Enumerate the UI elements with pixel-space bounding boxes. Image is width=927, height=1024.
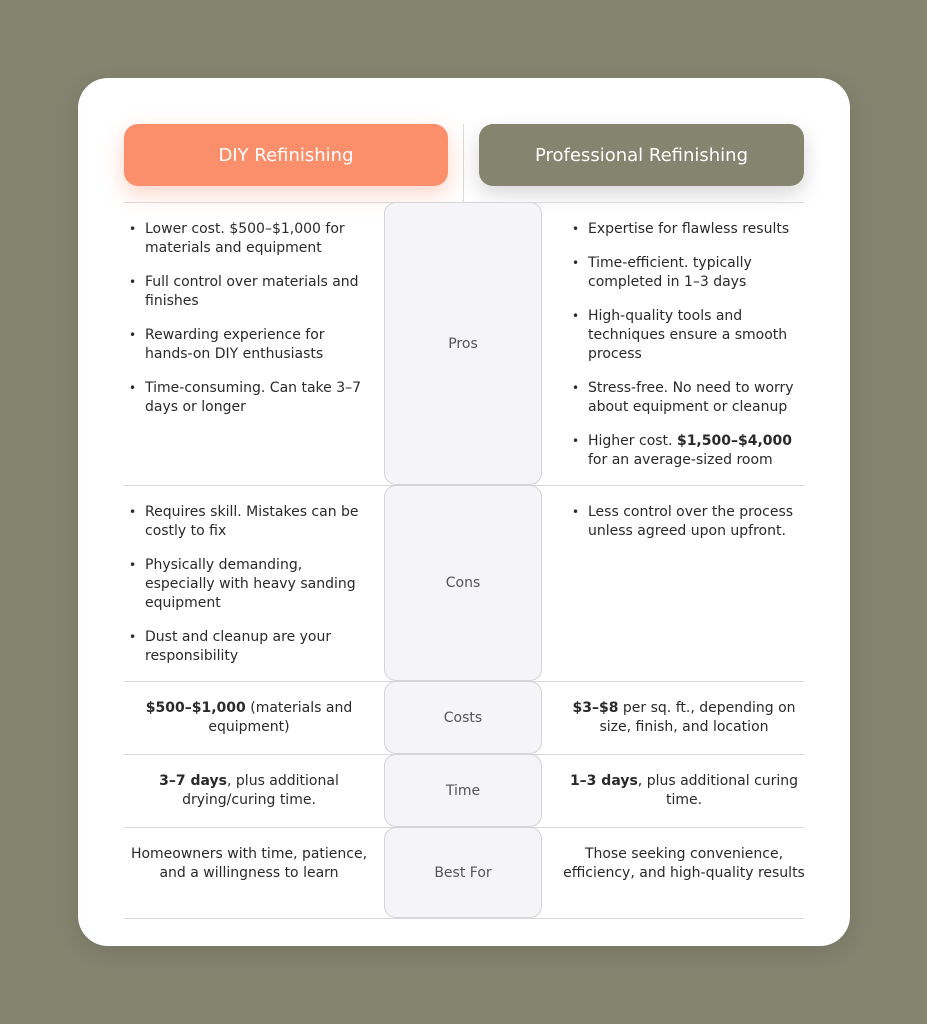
list-item: [567, 432, 807, 470]
row-label-cons: Cons: [384, 485, 542, 681]
diy-time-value: 3–7 days: [159, 773, 228, 789]
header-divider: [463, 124, 464, 202]
list-item: • Expertise for flawless results: [567, 220, 807, 239]
list-item: • High-quality tools and techniques ensure a smooth process: [567, 307, 807, 364]
diy-header: DIY Refinishing: [124, 124, 448, 186]
list-item: • Time-consuming. Can take 3–7 days or longer: [124, 379, 369, 417]
list-item: • Dust and cleanup are your responsibility: [124, 628, 369, 666]
pro-costs-value: $3–$8: [572, 700, 619, 716]
row-label-costs: Costs: [384, 681, 542, 754]
list-item-suffix: for an average-sized room: [588, 452, 773, 468]
list-item: • Rewarding experience for hands-on DIY enthusiasts: [124, 326, 369, 364]
pro-costs-text: per sq. ft., depending on size, finish, and location: [599, 700, 796, 735]
diy-time-cell: [124, 772, 374, 810]
diy-best-for-cell: Homeowners with time, patience, and a willingness to learn: [130, 846, 368, 881]
list-item: • Stress-free. No need to worry about equipment or cleanup: [567, 379, 807, 417]
pro-time-value: 1–3 days: [569, 773, 638, 789]
list-item-prefix: Higher cost.: [588, 433, 677, 449]
pro-header: Professional Refinishing: [479, 124, 804, 186]
diy-time-text: , plus additional drying/curing time.: [182, 773, 339, 808]
row-label-pros: Pros: [384, 202, 542, 485]
list-item: • Time-efficient. typically completed in 1–3 days: [567, 254, 807, 292]
diy-costs-value: $500–$1,000: [145, 700, 246, 716]
row-divider: [124, 918, 804, 919]
diy-costs-cell: [124, 699, 374, 737]
pro-pros-list: [567, 220, 807, 485]
pro-time-text: , plus additional curing time.: [637, 773, 799, 808]
pro-costs-cell: [555, 699, 813, 737]
list-item: • Lower cost. $500–$1,000 for materials and equipment: [124, 220, 369, 258]
diy-costs-text: (materials and equipment): [208, 700, 353, 735]
row-label-best-for: Best For: [384, 827, 542, 918]
row-label-time: Time: [384, 754, 542, 827]
pro-time-cell: [555, 772, 813, 810]
diy-cons-list: [124, 503, 369, 681]
diy-pros-list: [124, 220, 369, 432]
list-item: • Requires skill. Mistakes can be costly to fix: [124, 503, 369, 541]
list-item: • Less control over the process unless agreed upon upfront.: [567, 503, 807, 541]
pro-cons-list: [567, 503, 807, 556]
list-item: • Full control over materials and finishes: [124, 273, 369, 311]
comparison-card: [78, 78, 850, 946]
pro-best-for-cell: Those seeking convenience, efficiency, and high-quality results: [563, 846, 805, 881]
list-item: • Physically demanding, especially with heavy sanding equipment: [124, 556, 369, 613]
list-item-bold: $1,500–$4,000: [676, 433, 793, 449]
